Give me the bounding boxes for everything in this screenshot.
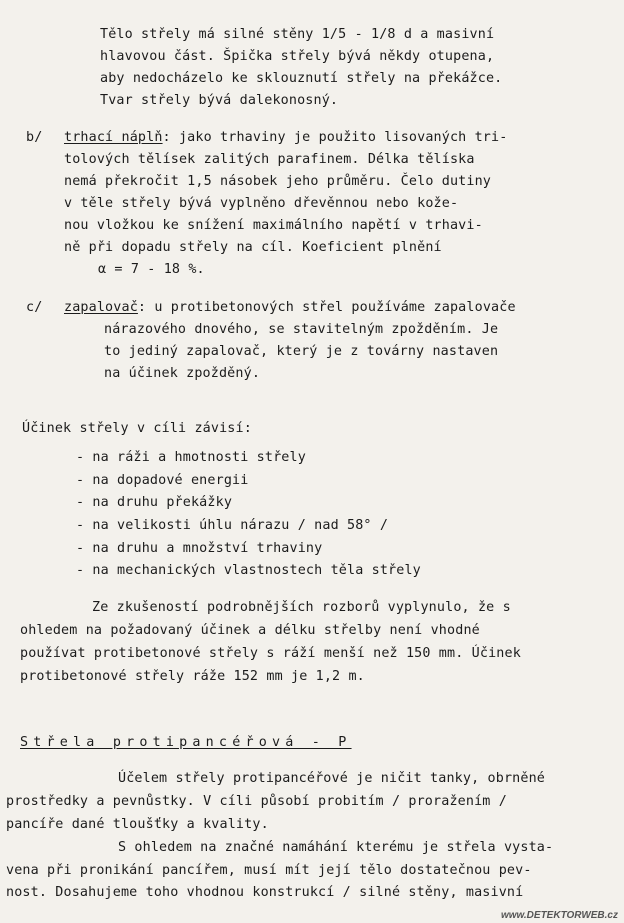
text-line: α = 7 - 18 %. [98, 262, 205, 277]
text-line: používat protibetonové střely s ráží menší než 150 mm. Účinek [20, 646, 521, 661]
text-line: nárazového dnového, se stavitelným zpožděním. Je [104, 322, 499, 337]
item-c-first-line [64, 297, 516, 319]
text-line: tolových tělísek zalitých parafinem. Délka tělíska [64, 152, 475, 167]
text-line: Účelem střely protipancéřové je ničit tanky, obrněné [118, 771, 546, 786]
text-line: pancíře dané tloušťky a kvality. [6, 817, 269, 832]
text-line: protibetonové střely ráže 152 mm je 1,2 m. [20, 669, 365, 684]
list-item: - na druhu a množství trhaviny [76, 541, 323, 556]
term-trhaci-napln: trhací náplň [64, 130, 163, 145]
term-zapalovac: zapalovač [64, 300, 138, 315]
section-heading: Střela protipancéřová - P [20, 735, 352, 750]
text-line: ně při dopadu střely na cíl. Koeficient plnění [64, 240, 442, 255]
text-line: prostředky a pevnůstky. V cíli působí probitím / proražením / [6, 794, 507, 809]
text-line: : jako trhaviny je použito lisovaných tri- [162, 130, 508, 145]
list-marker-c: c/ [26, 300, 43, 315]
text-line: nou vložkou ke snížení maximálního napětí v trhavi- [64, 218, 483, 233]
text-line: nost. Dosahujeme toho vhodnou konstrukcí / silné stěny, masivní [6, 885, 524, 900]
list-item: - na mechanických vlastnostech těla střely [76, 563, 421, 578]
list-item: - na dopadové energii [76, 473, 249, 488]
list-item: - na velikosti úhlu nárazu / nad 58° / [76, 518, 389, 533]
text-line: to jediný zapalovač, který je z továrny nastaven [104, 344, 499, 359]
list-item: - na druhu překážky [76, 495, 233, 510]
text-line: vena při pronikání pancířem, musí mít její tělo dostatečnou pev- [6, 863, 532, 878]
text-line: : u protibetonových střel používáme zapalovače [137, 300, 516, 315]
text-line: na účinek zpožděný. [104, 366, 261, 381]
text-line: hlavovou část. Špička střely bývá někdy otupena, [100, 49, 495, 64]
text-line: aby nedocházelo ke sklouznutí střely na překážce. [100, 71, 503, 86]
text-line: v těle střely bývá vyplněno dřevěnnou nebo kože- [64, 196, 459, 211]
text-line: nemá překročit 1,5 násobek jeho průměru. Čelo dutiny [64, 174, 492, 189]
text-line: Tělo střely má silné stěny 1/5 - 1/8 d a masivní [100, 27, 495, 42]
text-line: ohledem na požadovaný účinek a délku střelby není vhodné [20, 623, 480, 638]
text-line: Ze zkušeností podrobnějších rozborů vyplynulo, že s [92, 600, 511, 615]
list-marker-b: b/ [26, 130, 43, 145]
list-item: - na ráži a hmotnosti střely [76, 450, 306, 465]
item-b-first-line [64, 127, 507, 149]
watermark: www.DETEKTORWEB.cz [500, 910, 618, 921]
text-line: Tvar střely bývá dalekonosný. [100, 93, 339, 108]
list-title: Účinek střely v cíli závisí: [22, 421, 252, 436]
text-line: S ohledem na značné namáhání kterému je střela vysta- [118, 840, 554, 855]
